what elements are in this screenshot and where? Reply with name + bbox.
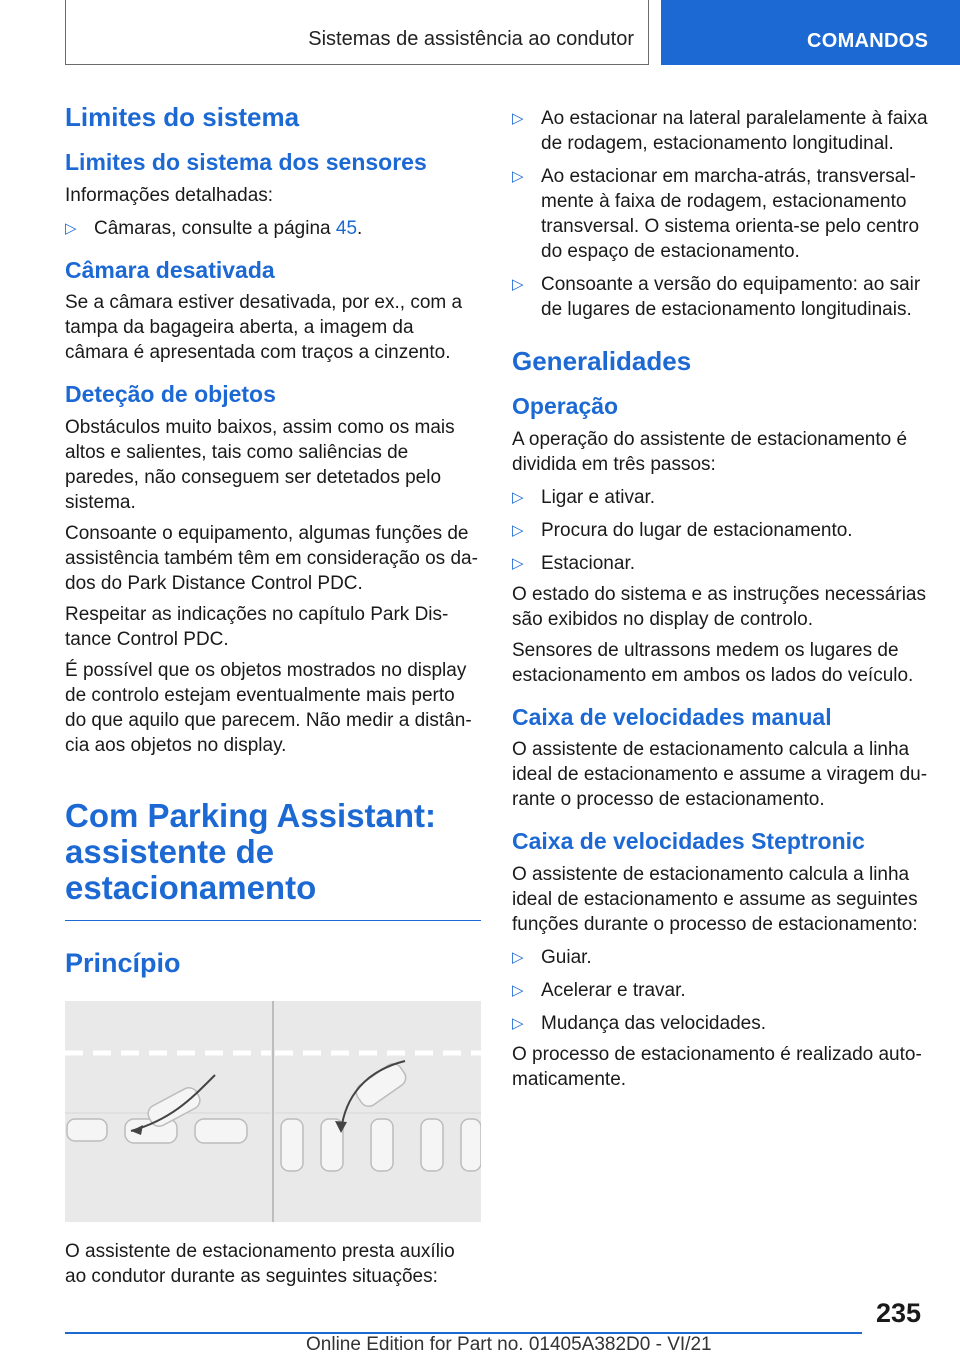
paragraph-details: Informações detalhadas: xyxy=(65,184,274,206)
list-item: ▷ Câmaras, consulte a página 45. xyxy=(65,217,363,239)
header-chapter-tab[interactable] xyxy=(661,0,960,65)
list-item: ▷ Estacionar. xyxy=(512,552,635,574)
paragraph-manual: O assistente de estacionamento calcula a linha ideal de estacionamento e assume a viragem durante o processo de estacionamento. xyxy=(512,739,928,811)
heading-sensor-limits: Limites do sistema dos sensores xyxy=(65,149,427,176)
paragraph-principle: O assistente de estacionamento presta auxílio ao condutor durante as seguintes situações: xyxy=(65,1241,455,1288)
triangle-right-icon: ▷ xyxy=(512,168,524,185)
paragraph-camera-off: Se a câmara estiver desativada, por ex., com a tampa da bagageira aberta, a imagem da câmara é apresentada com traços a cinzento. xyxy=(65,292,463,364)
chapter-title: Com Parking Assistant: assistente de estacionamento xyxy=(65,798,481,921)
heading-principle: Princípio xyxy=(65,947,181,978)
list-item: ▷ Mudança das velocidades. xyxy=(512,1012,766,1034)
heading-manual-gearbox: Caixa de velocidades manual xyxy=(512,703,832,730)
left-column xyxy=(65,96,481,1289)
paragraph-detection-2: Consoante o equipamento, algumas funções de assistência também têm em consideração os dados do Park Distance Control PDC. xyxy=(65,522,478,594)
paragraph-detection-4: É possível que os objetos mostrados no display de controlo estejam eventualmente mais perto do que aquilo que parecem. Não medir a distância aos objetos no display. xyxy=(65,659,472,756)
page-link[interactable]: 45 xyxy=(335,217,358,239)
paragraph-detection-3: Respeitar as indicações no capítulo Park Distance Control PDC. xyxy=(65,603,449,650)
list-item: ▷ Consoante a versão do equipamento: ao sair de lugares de estacionamento longitudinais. xyxy=(512,274,921,320)
heading-steptronic: Caixa de velocidades Steptronic xyxy=(512,828,865,855)
list-item: ▷ Ao estacionar na lateral paralelamente à faixa de rodagem, estacionamento longitudinal. xyxy=(512,108,928,154)
paragraph-operation: A operação do assistente de estacionamento é dividida em três passos: xyxy=(512,428,908,475)
parking-illustration xyxy=(65,1001,481,1222)
list-item: ▷ Guiar. xyxy=(512,946,592,968)
list-item: ▷ Acelerar e travar. xyxy=(512,979,686,1001)
heading-system-limits: Limites do sistema xyxy=(65,102,300,132)
triangle-right-icon: ▷ xyxy=(512,981,524,999)
paragraph-auto: O processo de estacionamento é realizado automaticamente. xyxy=(512,1043,922,1090)
heading-operation: Operação xyxy=(512,393,619,420)
list-item: ▷ Ligar e ativar. xyxy=(512,486,656,508)
paragraph-sensors: Sensores de ultrassons medem os lugares de estacionamento em ambos os lados do veículo. xyxy=(512,639,914,686)
heading-general: Generalidades xyxy=(512,346,692,376)
triangle-right-icon: ▷ xyxy=(512,554,524,572)
right-column xyxy=(512,96,928,1092)
paragraph-detection-1: Obstáculos muito baixos, assim como os mais altos e salientes, tais como saliências de paredes, não conseguem ser detetados pelo sistema. xyxy=(65,416,455,513)
triangle-right-icon: ▷ xyxy=(512,948,524,966)
paragraph-steptronic: O assistente de estacionamento calcula a linha ideal de estacionamento e assume as seguintes funções durante o processo de estacionamento: xyxy=(512,863,918,935)
heading-object-detection: Deteção de objetos xyxy=(65,381,276,408)
triangle-right-icon: ▷ xyxy=(512,1014,524,1032)
triangle-right-icon: ▷ xyxy=(512,521,524,539)
page-number: 235 xyxy=(876,1298,922,1328)
header-section-tab xyxy=(65,0,649,65)
footer-edition: Online Edition for Part no. 01405A382D0 - VI/21 xyxy=(306,1334,712,1355)
triangle-right-icon: ▷ xyxy=(512,488,524,506)
list-item: ▷ Ao estacionar em marcha-atrás, transversalmente à faixa de rodagem, estacionamento transversal. O sistema orienta-se pelo centro do espaço de estacionamento. xyxy=(512,166,920,262)
triangle-right-icon: ▷ xyxy=(512,276,524,293)
list-item: ▷ Procura do lugar de estacionamento. xyxy=(512,519,853,541)
header-section-title: Sistemas de assistência ao condutor xyxy=(308,28,634,50)
triangle-right-icon: ▷ xyxy=(65,219,77,237)
header-chapter-label: COMANDOS xyxy=(807,30,929,52)
heading-camera-off: Câmara desativada xyxy=(65,256,275,283)
paragraph-status: O estado do sistema e as instruções necessárias são exibidos no display de controlo. xyxy=(512,583,926,630)
triangle-right-icon: ▷ xyxy=(512,110,524,127)
